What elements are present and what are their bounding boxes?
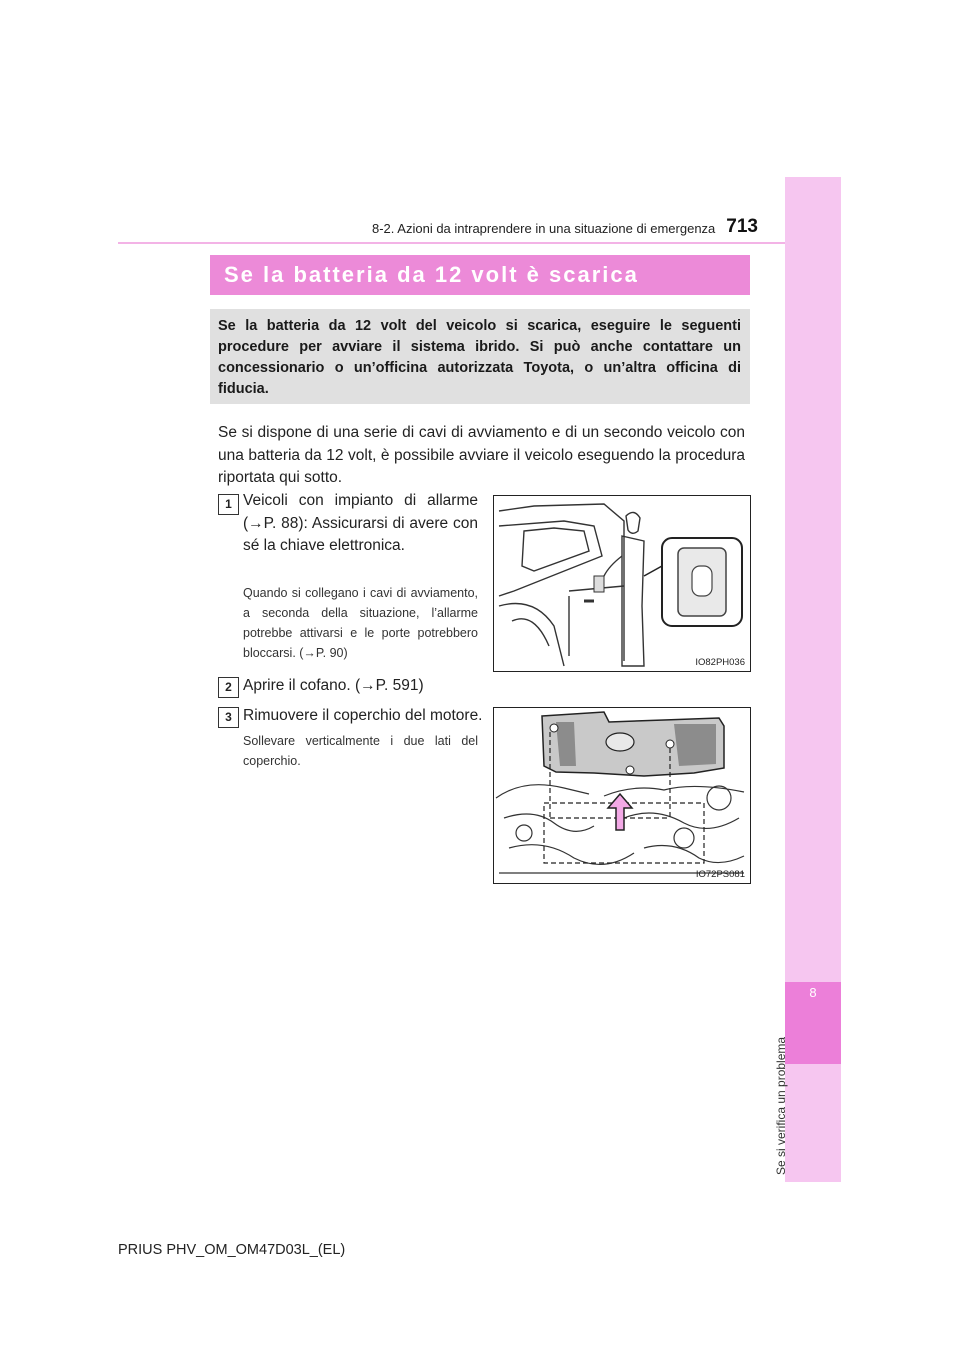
step-1-note: Quando si collegano i cavi di avviamento, a seconda della situazione, l’allarme potrebbe attivarsi e le porte potrebbero bloccarsi. (→P. 90) — [243, 586, 478, 660]
figure-code: IO82PH036 — [695, 657, 745, 668]
step-3-badge: 3 — [218, 707, 239, 728]
section-title: Se la batteria da 12 volt è scarica — [224, 262, 639, 287]
figure-engine-cover — [493, 707, 751, 884]
header-subtitle: 8-2. Azioni da intraprendere in una situazione di emergenza — [372, 221, 716, 236]
body-paragraph: Se si dispone di una serie di cavi di avviamento e di un secondo veicolo con una batteria da 12 volt, è possibile avviare il veicolo eseguendo la procedura riportata qui sotto. — [218, 424, 745, 486]
step-2-badge: 2 — [218, 677, 239, 698]
step-3-text: Rimuovere il coperchio del motore. — [243, 707, 483, 724]
footer-doc-code: PRIUS PHV_OM_OM47D03L_(EL) — [118, 1242, 346, 1258]
chapter-number: 8 — [809, 985, 817, 1000]
step-3-note: Sollevare verticalmente i due lati del coperchio. — [243, 734, 478, 768]
chapter-title: Se si verifica un problema — [774, 1036, 788, 1175]
figure-car-door-key — [493, 495, 751, 672]
step-1-badge: 1 — [218, 494, 239, 515]
engine-cover-illustration — [494, 708, 750, 883]
header-rule — [118, 242, 785, 244]
step-2-text: Aprire il cofano. (→P. 591) — [243, 677, 424, 694]
intro-text: Se la batteria da 12 volt del veicolo si scarica, eseguire le seguenti procedure per avviare il sistema ibrido. Si può anche contattare un concessionario o un’officina autorizzata Toyota, o un’altra officina di fiducia. — [218, 318, 741, 397]
page-number: 713 — [726, 216, 758, 237]
step-1-text: Veicoli con impianto di allarme (→P. 88): Assicurarsi di avere con sé la chiave elettronica. — [243, 492, 478, 554]
figure-code: IO72PS081 — [695, 869, 745, 880]
car-door-illustration — [494, 496, 750, 671]
